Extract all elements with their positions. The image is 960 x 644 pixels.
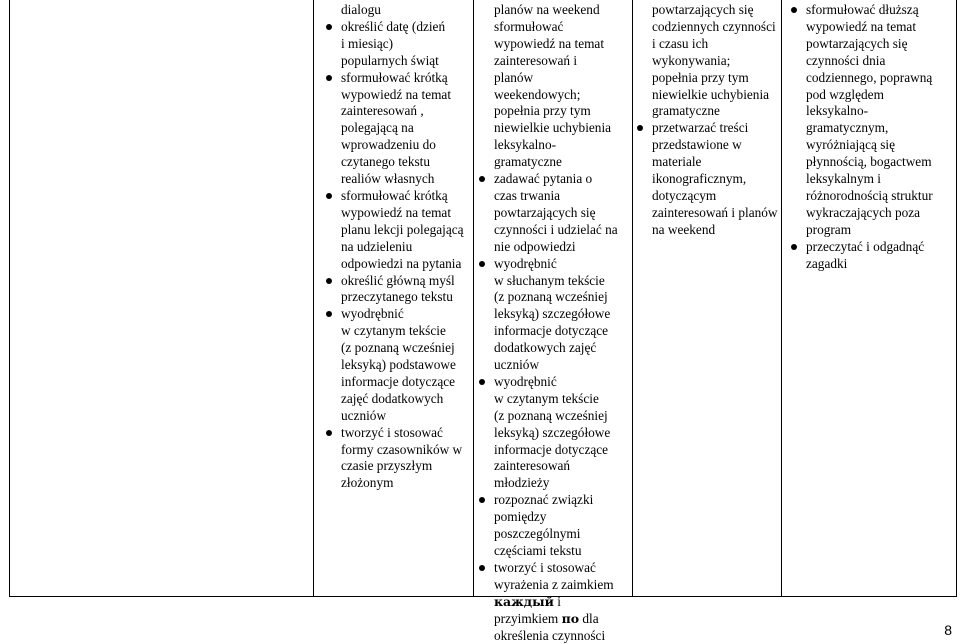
text-line: złożonym — [341, 475, 394, 491]
text-line: (z poznaną wcześniej — [341, 340, 455, 356]
text-line: wyodrębnić — [341, 306, 404, 322]
text-line: zajęć dodatkowych — [341, 390, 444, 406]
text-line: nie odpowiedzi — [494, 238, 576, 254]
text-line: planu lekcji polegającą — [341, 221, 464, 237]
text-line: leksyką) podstawowe — [341, 357, 456, 373]
text-line: pod względem — [806, 86, 884, 102]
text-line: czynności dnia — [806, 52, 886, 68]
continued-item — [341, 2, 471, 19]
text-line: gramatyczne — [652, 103, 720, 119]
text-line — [494, 594, 629, 611]
text-line: wyrażenia z zaimkiem — [494, 576, 614, 592]
text-line: określić datę (dzień — [341, 18, 446, 34]
page-number: 8 — [944, 622, 952, 638]
text-line: informacje dotyczące — [494, 441, 609, 457]
text-line: sformułować krótką — [341, 187, 448, 203]
text-line: powtarzających się — [806, 35, 908, 51]
text-line: zadawać pytania o — [494, 171, 593, 187]
text-line: czasie przyszłym — [341, 458, 433, 474]
text-line: zainteresowań — [494, 458, 571, 474]
text-line: niewielkie uchybienia — [494, 120, 612, 136]
text-line: czynności i udzielać na — [494, 221, 618, 237]
list-item — [494, 594, 629, 644]
text-fragment: dla — [579, 610, 599, 626]
bullet-item — [341, 306, 471, 424]
text-line: popularnych świąt — [341, 52, 439, 68]
bullet-item — [806, 2, 954, 239]
text-line: na udzieleniu — [341, 238, 413, 254]
text-line: określenia czynności — [494, 627, 606, 643]
text-line — [494, 611, 629, 628]
text-line: czas trwania — [494, 187, 561, 203]
bullet-item — [806, 239, 954, 273]
column-3-list — [652, 2, 780, 239]
text-line: dialogu — [341, 2, 381, 17]
bullet-item — [494, 560, 629, 594]
column-2 — [494, 2, 629, 644]
text-line: w czytanym tekście — [494, 390, 599, 406]
bullet-item — [341, 425, 471, 493]
text-line: wypowiedź na temat — [341, 204, 452, 220]
text-line: w czytanym tekście — [341, 323, 446, 339]
text-line: gramatyczne — [494, 154, 562, 170]
text-line: ikonograficznym, — [652, 171, 747, 187]
bullet-item — [494, 171, 629, 256]
text-line: i miesiąc) — [341, 35, 394, 51]
text-line: częściami tekstu — [494, 543, 582, 558]
russian-word: по — [561, 610, 580, 626]
text-line: płynnością, bogactwem — [806, 154, 932, 170]
text-fragment: przyimkiem — [494, 610, 562, 626]
column-2-tail — [494, 594, 629, 644]
text-line: wyróżniającą się — [806, 137, 895, 153]
text-line: wyodrębnić — [494, 373, 557, 389]
text-line: przedstawione w — [652, 137, 742, 153]
text-line: przetwarzać treści — [652, 120, 749, 136]
text-line: zainteresowań i — [494, 52, 578, 68]
column-1-list — [341, 2, 471, 492]
text-line: uczniów — [341, 407, 387, 423]
text-line: odpowiedzi na pytania — [341, 255, 462, 271]
text-line: niewielkie uchybienia — [652, 86, 770, 102]
text-line: tworzyć i stosować — [494, 559, 596, 575]
text-line: codziennych czynności — [652, 18, 776, 34]
text-line: czytanego tekstu — [341, 154, 430, 170]
text-line: powtarzających się — [652, 2, 754, 17]
text-line: program — [806, 221, 852, 237]
column-divider — [473, 0, 474, 596]
text-line: wykonywania; — [652, 52, 731, 68]
text-line: informacje dotyczące — [494, 323, 609, 339]
text-line: wypowiedź na temat — [806, 18, 917, 34]
text-line: sformułować — [494, 18, 564, 34]
text-line: leksyką) szczegółowe — [494, 424, 611, 440]
text-line: na weekend — [652, 221, 716, 237]
text-line: wprowadzeniu do — [341, 137, 436, 153]
text-line: formy czasowników w — [341, 441, 463, 457]
text-line: leksykalno- — [806, 103, 869, 119]
text-line: określić główną myśl — [341, 272, 455, 288]
text-line: wykraczających poza — [806, 204, 921, 220]
text-line: pomiędzy — [494, 509, 547, 525]
column-4 — [806, 2, 954, 273]
text-line: poszczególnymi — [494, 526, 581, 542]
bullet-item — [494, 256, 629, 374]
text-line: sformułować krótką — [341, 69, 448, 85]
bullet-item — [341, 188, 471, 273]
text-line: (z poznaną wcześniej — [494, 407, 608, 423]
text-line: przeczytanego tekstu — [341, 289, 453, 305]
text-line: tworzyć i stosować — [341, 424, 443, 440]
text-line: materiale — [652, 154, 702, 170]
text-line: (z poznaną wcześniej — [494, 289, 608, 305]
text-line: realiów własnych — [341, 171, 435, 187]
text-line: informacje dotyczące — [341, 373, 456, 389]
text-line: i czasu ich — [652, 35, 709, 51]
text-line: przeczytać i odgadnąć — [806, 238, 925, 254]
text-line: sformułować dłuższą — [806, 2, 919, 17]
text-line: różnorodnością struktur — [806, 187, 933, 203]
text-line: wypowiedź na temat — [341, 86, 452, 102]
text-line: rozpoznać związki — [494, 492, 594, 508]
bullet-item — [341, 273, 471, 307]
text-line: dodatkowych zajęć — [494, 340, 597, 356]
text-line: leksykalnym i — [806, 171, 881, 187]
column-3 — [652, 2, 780, 239]
text-line: w słuchanym tekście — [494, 272, 605, 288]
text-line: wypowiedź na temat — [494, 35, 605, 51]
text-line: weekendowych; — [494, 86, 581, 102]
text-line: wyodrębnić — [494, 255, 557, 271]
column-divider — [313, 0, 314, 596]
column-2-list — [494, 2, 629, 594]
column-divider — [632, 0, 633, 596]
text-line: gramatycznym, — [806, 120, 889, 136]
bullet-item — [341, 19, 471, 70]
column-4-list — [806, 2, 954, 273]
text-line: popełnia przy tym — [494, 103, 591, 119]
text-line: powtarzających się — [494, 204, 596, 220]
bullet-item — [341, 70, 471, 188]
column-1 — [341, 2, 471, 492]
text-line: polegającą na — [341, 120, 414, 136]
bullet-item — [652, 120, 780, 238]
bullet-item — [494, 374, 629, 492]
text-line: leksyką) szczegółowe — [494, 306, 611, 322]
russian-word: каждый — [494, 593, 554, 609]
bullet-item — [494, 492, 629, 560]
text-line: planów na weekend — [494, 2, 600, 17]
text-line: codziennego, poprawną — [806, 69, 933, 85]
text-line: popełnia przy tym — [652, 69, 749, 85]
text-line: młodzieży — [494, 475, 550, 491]
text-line: dotyczącym — [652, 187, 717, 203]
continued-item — [494, 2, 629, 171]
text-fragment: i — [553, 593, 561, 609]
continued-item — [652, 2, 780, 120]
text-line: planów — [494, 69, 534, 85]
text-line: zagadki — [806, 255, 848, 271]
text-line: leksykalno- — [494, 137, 557, 153]
column-divider — [781, 0, 782, 596]
text-line: uczniów — [494, 357, 540, 373]
text-line: zainteresowań i planów — [652, 204, 778, 220]
text-line: zainteresowań , — [341, 103, 424, 119]
